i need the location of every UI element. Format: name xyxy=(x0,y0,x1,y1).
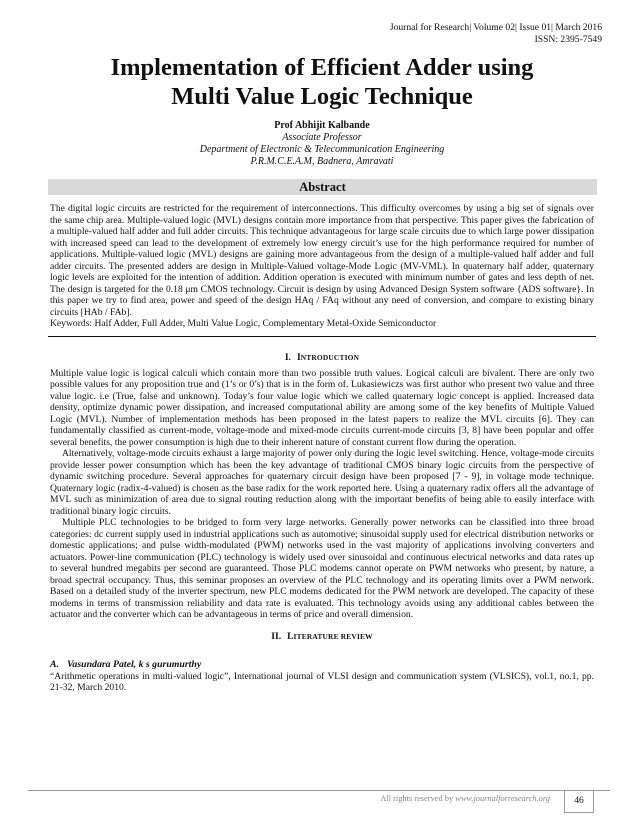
author-position: Associate Professor xyxy=(282,132,362,143)
section-number: II. xyxy=(271,630,282,642)
intro-paragraph-1: Multiple value logic is logical calculi which contain more than two possible truth values. Logical calculi are bivalent. There are only two possible values for any proposition true and (1’s or 0’s) that is in the form of. Lukasiewiczs was first author who present two value and three value logic. i.e (True, false and unknown). Today’s four value logic which we called quaternary logic concept is applied. Increased data density, optimize dynamic power dissipation, and increased computational ability are among some of the key benefits of Multiple Valued Logic (MVL). Number of implementation methods has been proposed in the latest papers to realize the MVL circuits [6]. They can fundamentally classified as current-mode, voltage-mode and mixed-mode circuits current-mode circuits [3, 8] have been popular and offer several benefits, the power consumption is high due to their inherent nature of constant current flow during the operation. xyxy=(50,367,594,448)
section-title-rest: NTRODUCTION xyxy=(300,352,360,362)
section-number: I. xyxy=(284,351,291,363)
footer-url-link[interactable]: www.journalforresearch.org xyxy=(455,794,550,803)
footer-rule xyxy=(28,790,610,791)
issn: ISSN: 2395-7549 xyxy=(534,33,602,45)
reference-text: “Arithmetic operations in multi-valued logic”, International journal of VLSI design and communication system (VLSICS), vol.1, no.1, pp. 21-32, March 2010. xyxy=(50,670,594,693)
paper-title xyxy=(50,53,594,111)
subsection-title: Vasundara Patel, k s gurumurthy xyxy=(66,658,202,670)
subsection-label: A. xyxy=(50,658,59,670)
section-initial: I xyxy=(296,351,301,363)
author-institution: P.R.M.C.E.A.M, Badnera, Amravati xyxy=(250,156,394,167)
journal-header xyxy=(50,22,602,45)
journal-info: Journal for Research| Volume 02| Issue 01| March 2016 xyxy=(389,22,602,33)
section-initial: L xyxy=(287,630,294,642)
author-name: Prof Abhijit Kalbande xyxy=(274,120,370,131)
section-divider xyxy=(48,336,596,337)
abstract-heading: Abstract xyxy=(48,179,597,195)
author-block xyxy=(50,120,594,168)
keywords: Keywords: Half Adder, Full Adder, Multi Value Logic, Complementary Metal-Oxide Semiconductor xyxy=(50,318,437,329)
footer-rights-text: All rights reserved by xyxy=(380,794,454,803)
intro-paragraph-2: Alternatively, voltage-mode circuits exhaust a large majority of power only during the logic level switching. Hence, voltage-mode circuits provide lesser power consumption which has been the key advantage of traditional CMOS binary logic circuits from the perspective of dynamic switching procedure. Several approaches for quaternary circuit design have been proposed [7 - 9], in voltage mode technique. Quaternary logic (radix-4-valued) is chosen as the base radix for the work reported here. Using a quaternary radix offers all the advantage of MVL such as minimization of area due to signal routing reduction along with the important benefits of being able to easily interface with traditional binary logic circuits. xyxy=(50,448,594,517)
subsection-heading xyxy=(50,659,594,671)
author-department: Department of Electronic & Telecommunication Engineering xyxy=(199,144,445,155)
abstract-text: The digital logic circuits are restricted for the requirement of interconnections. This difficulty overcomes by using a big set of signals over the same chip area. Multiple-valued logic (MVL) designs contain more importance from that perspective. This paper gives the fabrication of a multiple-valued half adder and full adder circuits. This technique advantageous for large scale circuits due to which large power dissipation with increased speed can lead to the development of extremely low energy circuit’s use for the high performance required for number of applications. Multiple-valued logic (MVL) designs are gaining more advantageous from the design of a multiple-valued half adder and full adder circuits. The presented adders are design in Multiple-Valued voltage-Mode Logic (MV-VML). In quaternary half adder, quaternary logic levels are exploited for the intention of addition. Addition operation is executed with minimum number of gates and less depth of net. The design is targeted for the 0.18 μm CMOS technology. Circuit is design by using Advanced Design System software {ADS software}. In this paper we try to find area, power and speed of the design HAq / FAq without any need of conversion, and compare to existing binary circuits [HAb / FAb]. xyxy=(50,203,594,318)
title-line-2: Multi Value Logic Technique xyxy=(171,83,473,110)
section-heading-introduction xyxy=(50,352,594,364)
intro-paragraph-3: Multiple PLC technologies to be bridged to form very large networks. Generally power networks can be classified into three broad categories: dc current supply used in industrial applications such as automotive; sinusoidal supply used for electrical distribution networks or domestic applications; and pulse width-modulated (PWM) networks used in the vast majority of applications involving converters and actuators. Power-line communication (PLC) technology is widely used over sinusoidal and continuous electrical networks and data rates up to several hundred megabits per second are guaranteed. Those PLC modems cannot operate on PWM networks who present, by nature, a broad spectral occupancy. Thus, this seminar proposes an overview of the PLC technology and its operating limits over a PWM network. Based on a detailed study of the inverter spectrum, new PLC modems dedicated for the PWM network are developed. The capacity of these modems in terms of transmission reliability and data rate is evaluated. This technology avoids using any additional cables between the actuator and the converter which can be advantageous in terms of price and overall dimension. xyxy=(50,517,594,620)
page-number: 46 xyxy=(564,790,594,813)
footer-rights xyxy=(380,794,550,803)
section-title-rest: ITERATURE REVIEW xyxy=(293,631,373,641)
title-line-1: Implementation of Efficient Adder using xyxy=(110,54,534,81)
section-heading-literature-review xyxy=(50,631,594,643)
